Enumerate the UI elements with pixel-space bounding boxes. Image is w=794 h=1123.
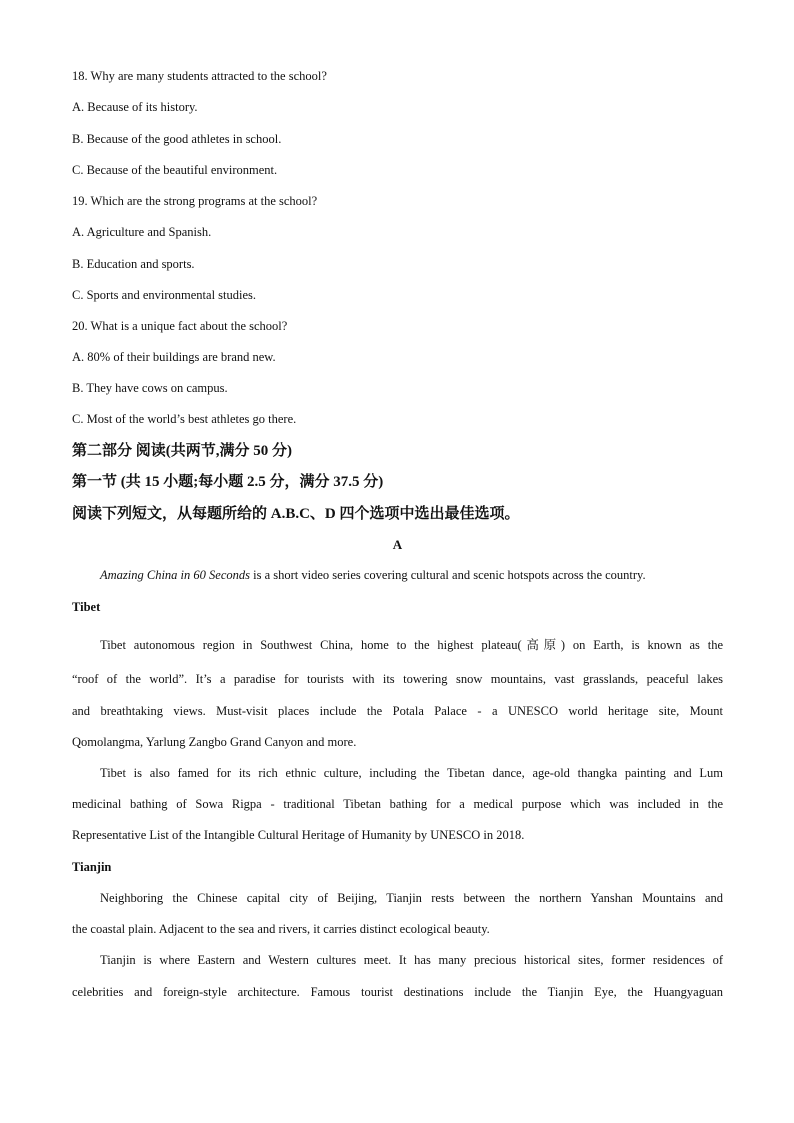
question-20-option-c: C. Most of the world’s best athletes go there.	[72, 412, 297, 426]
tibet-p1-line-3: and breathtaking views. Must-visit places include the Potala Palace - a UNESCO world heritage site, Mount	[72, 704, 723, 718]
tianjin-heading: Tianjin	[72, 860, 112, 874]
section-instruction: 阅读下列短文，从每题所给的 A.B.C、D 四个选项中选出最佳选项。	[72, 506, 520, 522]
tibet-p1-line-2: “roof of the world”. It’s a paradise for tourists with its towering snow mountains, vast grasslands, peaceful lakes	[72, 672, 723, 686]
tibet-p2-line-3: Representative List of the Intangible Cultural Heritage of Humanity by UNESCO in 2018.	[72, 828, 525, 842]
passage-intro-rest: is a short video series covering cultural and scenic hotspots across the country.	[250, 568, 646, 582]
subsection-title: 第一节 (共 15 小题;每小题 2.5 分，满分 37.5 分)	[72, 474, 384, 490]
question-19-option-a: A. Agriculture and Spanish.	[72, 225, 212, 239]
question-18-option-b: B. Because of the good athletes in school.	[72, 132, 282, 146]
question-20-option-a: A. 80% of their buildings are brand new.	[72, 350, 276, 364]
question-19-stem: 19. Which are the strong programs at the school?	[72, 194, 318, 208]
question-19-option-c: C. Sports and environmental studies.	[72, 288, 257, 302]
question-18-option-c: C. Because of the beautiful environment.	[72, 163, 278, 177]
tianjin-p1-line-2: the coastal plain. Adjacent to the sea and rivers, it carries distinct ecological beauty.	[72, 922, 490, 936]
tibet-heading: Tibet	[72, 600, 101, 614]
part-title: 第二部分 阅读(共两节,满分 50 分)	[72, 443, 292, 459]
tibet-p1-line-1: Tibet autonomous region in Southwest China, home to the highest plateau(高原) on Earth, is known as the	[100, 638, 723, 652]
question-20-option-b: B. They have cows on campus.	[72, 381, 228, 395]
question-20-stem: 20. What is a unique fact about the school?	[72, 319, 288, 333]
tibet-p2-line-1: Tibet is also famed for its rich ethnic culture, including the Tibetan dance, age-old thangka painting and Lum	[100, 766, 723, 780]
passage-label: A	[392, 537, 403, 552]
passage-intro	[100, 567, 646, 583]
tibet-p2-line-2: medicinal bathing of Sowa Rigpa - traditional Tibetan bathing for a medical purpose which was included in the	[72, 797, 723, 811]
tibet-p1-line-4: Qomolangma, Yarlung Zangbo Grand Canyon and more.	[72, 735, 357, 749]
question-18-option-a: A. Because of its history.	[72, 100, 198, 114]
tianjin-p2-line-2: celebrities and foreign-style architecture. Famous tourist destinations include the Tianjin Eye, the Huangyaguan	[72, 985, 723, 999]
question-18-stem: 18. Why are many students attracted to the school?	[72, 69, 327, 83]
question-19-option-b: B. Education and sports.	[72, 257, 195, 271]
tianjin-p2-line-1: Tianjin is where Eastern and Western cultures meet. It has many precious historical sites, former residences of	[100, 953, 723, 967]
tianjin-p1-line-1: Neighboring the Chinese capital city of Beijing, Tianjin rests between the northern Yanshan Mountains and	[100, 891, 723, 905]
video-series-title: Amazing China in 60 Seconds	[100, 568, 250, 582]
